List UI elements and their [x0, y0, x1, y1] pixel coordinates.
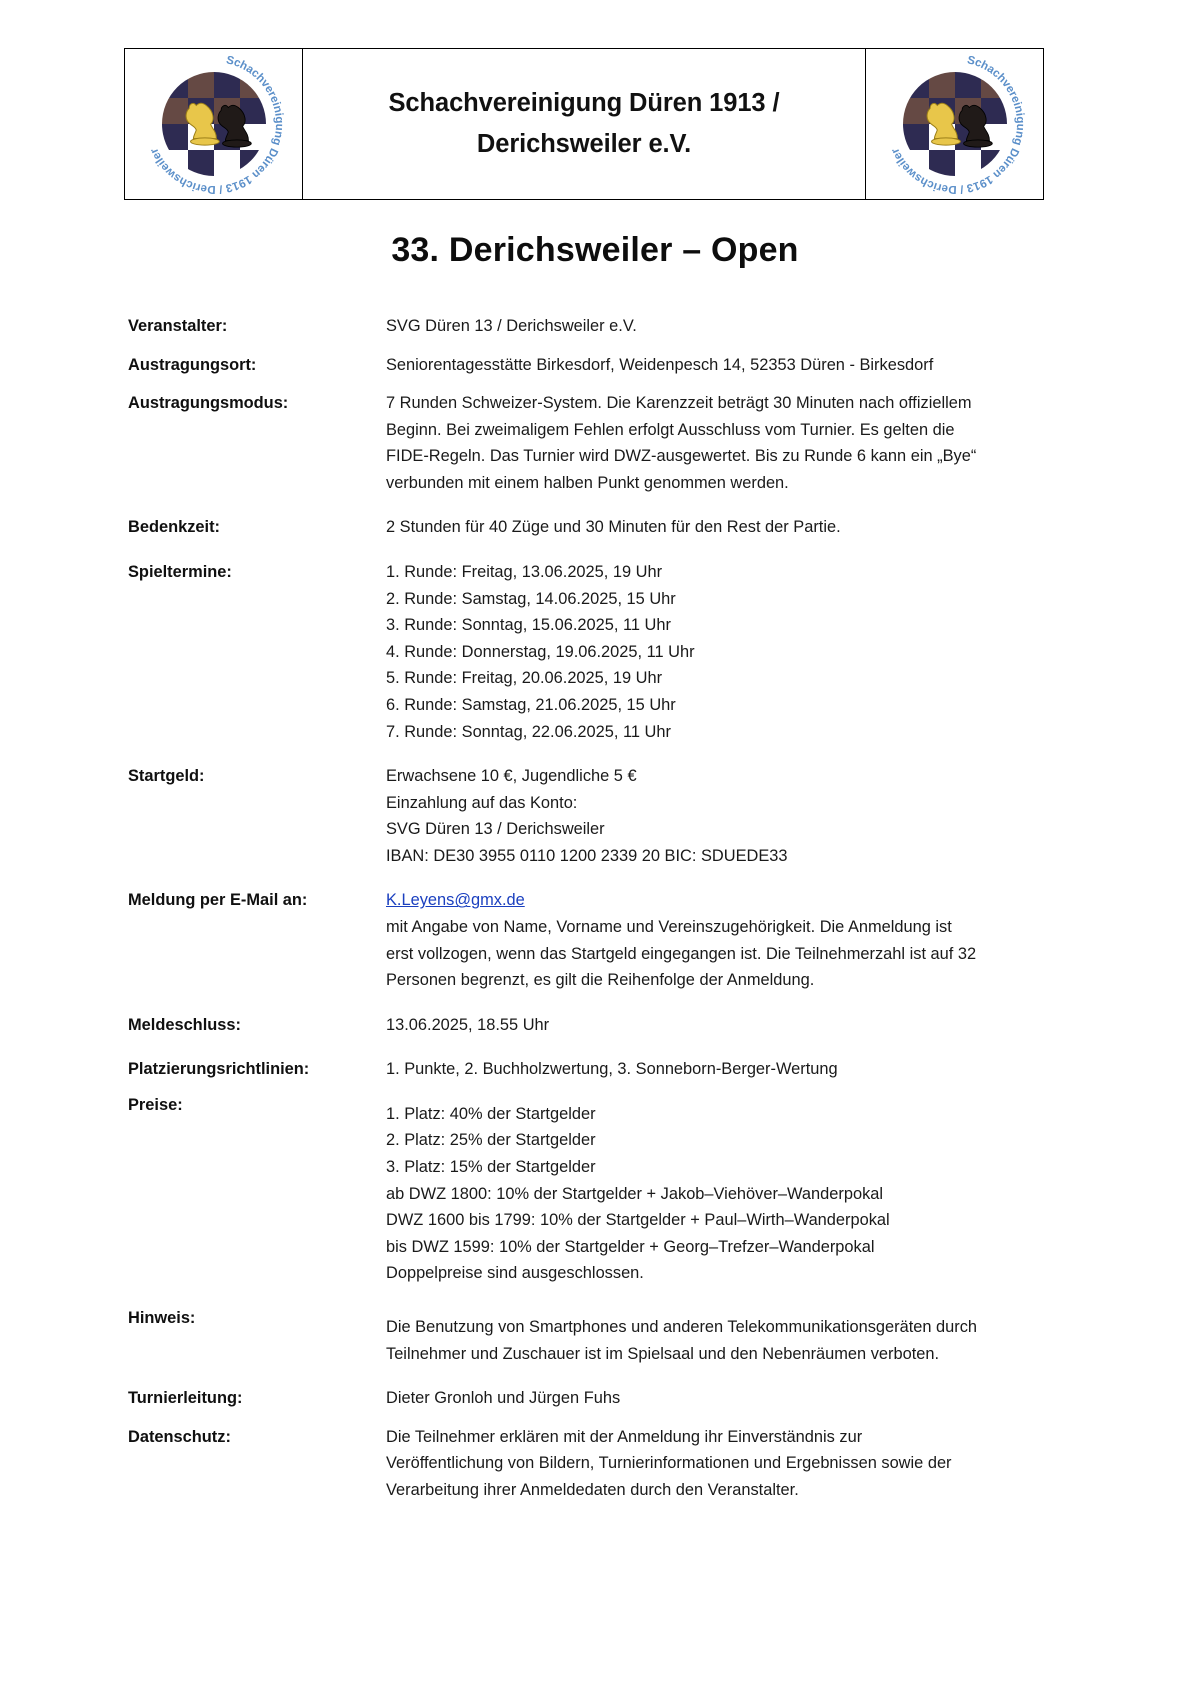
round-line: 3. Runde: Sonntag, 15.06.2025, 11 Uhr: [386, 616, 671, 635]
text-line: Einzahlung auf das Konto:: [386, 793, 578, 812]
text-line: Die Benutzung von Smartphones und anderen Telekommunikationsgeräten durch: [386, 1317, 978, 1336]
text-line: Die Teilnehmer erklären mit der Anmeldung ihr Einverständnis zur: [386, 1427, 863, 1446]
text-line: Personen begrenzt, es gilt die Reihenfolge der Anmeldung.: [386, 971, 815, 990]
value-bedenkzeit: 2 Stunden für 40 Züge und 30 Minuten für den Rest der Partie.: [386, 518, 841, 537]
text-line: erst vollzogen, wenn das Startgeld eingegangen ist. Die Teilnehmerzahl ist auf 32: [386, 944, 977, 963]
chess-club-logo-icon: [880, 54, 1030, 194]
letterhead: [124, 48, 1044, 200]
text-line: Teilnehmer und Zuschauer ist im Spielsaal und den Nebenräumen verboten.: [386, 1344, 940, 1363]
letterhead-title: [303, 49, 865, 199]
text-line: Verarbeitung ihrer Anmeldedaten durch den Veranstalter.: [386, 1480, 799, 1499]
label-datenschutz: Datenschutz:: [128, 1427, 231, 1446]
round-line: 1. Runde: Freitag, 13.06.2025, 19 Uhr: [386, 563, 663, 582]
value-austragungsmodus: [386, 390, 1063, 496]
detail-row-startgeld: [128, 763, 1063, 869]
detail-row-meldeschluss: [128, 1012, 1063, 1039]
detail-row-bedenkzeit: [128, 514, 1063, 541]
prize-line: 3. Platz: 15% der Startgelder: [386, 1158, 596, 1177]
label-startgeld: Startgeld:: [128, 767, 205, 786]
email-link[interactable]: K.Leyens@gmx.de: [386, 891, 525, 910]
round-line: 6. Runde: Samstag, 21.06.2025, 15 Uhr: [386, 695, 676, 714]
detail-row-hinweis: [128, 1305, 1063, 1367]
round-line: 5. Runde: Freitag, 20.06.2025, 19 Uhr: [386, 669, 663, 688]
value-meldeschluss: 13.06.2025, 18.55 Uhr: [386, 1015, 550, 1034]
label-meldung: Meldung per E-Mail an:: [128, 891, 308, 910]
detail-row-austragungsort: [128, 352, 1063, 379]
prize-line: ab DWZ 1800: 10% der Startgelder + Jakob–Viehöver–Wanderpokal: [386, 1184, 884, 1203]
detail-row-austragungsmodus: [128, 390, 1063, 496]
org-title-line-1: Schachvereinigung Düren 1913 /: [388, 88, 780, 117]
value-meldung: [386, 887, 1063, 993]
prize-line: 1. Platz: 40% der Startgelder: [386, 1104, 596, 1123]
text-line: mit Angabe von Name, Vorname und Vereinszugehörigkeit. Die Anmeldung ist: [386, 917, 952, 936]
detail-row-meldung: [128, 887, 1063, 993]
value-hinweis: [386, 1305, 1063, 1367]
prize-line: DWZ 1600 bis 1799: 10% der Startgelder + Paul–Wirth–Wanderpokal: [386, 1211, 890, 1230]
label-turnierleitung: Turnierleitung:: [128, 1389, 243, 1408]
label-austragungsort: Austragungsort:: [128, 355, 257, 374]
tournament-details: [128, 313, 1063, 1515]
chess-club-logo-icon: [139, 54, 289, 194]
label-meldeschluss: Meldeschluss:: [128, 1015, 241, 1034]
prize-line: 2. Platz: 25% der Startgelder: [386, 1131, 596, 1150]
label-platzierungsrichtlinien: Platzierungsrichtlinien:: [128, 1060, 310, 1079]
label-preise: Preise:: [128, 1095, 183, 1114]
org-title-line-2: Derichsweiler e.V.: [476, 130, 692, 158]
text-line: Erwachsene 10 €, Jugendliche 5 €: [386, 767, 637, 786]
value-datenschutz: [386, 1424, 1063, 1504]
bank-iban-line: IBAN: DE30 3955 0110 1200 2339 20 BIC: SDUEDE33: [386, 846, 788, 865]
detail-row-platzierungsrichtlinien: [128, 1056, 1063, 1083]
page-title: 33. Derichsweiler – Open: [391, 231, 799, 269]
label-bedenkzeit: Bedenkzeit:: [128, 518, 220, 537]
value-austragungsort: Seniorentagesstätte Birkesdorf, Weidenpesch 14, 52353 Düren - Birkesdorf: [386, 355, 934, 374]
text-line: verbunden mit einem halben Punkt genommen werden.: [386, 473, 789, 492]
text-line: Veröffentlichung von Bildern, Turnierinformationen und Ergebnissen sowie der: [386, 1454, 952, 1473]
round-line: 7. Runde: Sonntag, 22.06.2025, 11 Uhr: [386, 722, 671, 741]
prize-line: bis DWZ 1599: 10% der Startgelder + Georg–Trefzer–Wanderpokal: [386, 1237, 875, 1256]
label-spieltermine: Spieltermine:: [128, 563, 232, 582]
prize-line: Doppelpreise sind ausgeschlossen.: [386, 1264, 644, 1283]
value-spieltermine: [386, 559, 1063, 745]
text-line: 7 Runden Schweizer-System. Die Karenzzeit beträgt 30 Minuten nach offiziellem: [386, 394, 972, 413]
detail-row-datenschutz: [128, 1424, 1063, 1504]
club-logo-right: [865, 49, 1043, 199]
value-preise: [386, 1092, 1063, 1287]
detail-row-turnierleitung: [128, 1385, 1063, 1412]
value-turnierleitung: Dieter Gronloh und Jürgen Fuhs: [386, 1389, 621, 1408]
round-line: 4. Runde: Donnerstag, 19.06.2025, 11 Uhr: [386, 642, 695, 661]
logo-ring-text: Schachvereinigung Düren 1913 / Derichsweiler: [888, 54, 1026, 194]
detail-row-spieltermine: [128, 559, 1063, 745]
text-line: FIDE-Regeln. Das Turnier wird DWZ-ausgewertet. Bis zu Runde 6 kann ein „Bye“: [386, 447, 977, 466]
label-hinweis: Hinweis:: [128, 1308, 196, 1327]
text-line: Beginn. Bei zweimaligem Fehlen erfolgt Ausschluss vom Turnier. Es gelten die: [386, 420, 955, 439]
detail-row-preise: [128, 1092, 1063, 1287]
value-platzierungsrichtlinien: 1. Punkte, 2. Buchholzwertung, 3. Sonneborn-Berger-Wertung: [386, 1060, 838, 1079]
logo-ring-text: Schachvereinigung Düren 1913 / Derichsweiler: [147, 54, 285, 194]
club-logo-left: [125, 49, 303, 199]
text-line: SVG Düren 13 / Derichsweiler: [386, 820, 605, 839]
detail-row-veranstalter: [128, 313, 1063, 340]
label-austragungsmodus: Austragungsmodus:: [128, 394, 289, 413]
value-startgeld: [386, 763, 1063, 869]
email-link-wrapper: [386, 887, 1063, 914]
label-veranstalter: Veranstalter:: [128, 317, 228, 335]
round-line: 2. Runde: Samstag, 14.06.2025, 15 Uhr: [386, 589, 676, 608]
value-veranstalter: SVG Düren 13 / Derichsweiler e.V.: [386, 317, 637, 335]
